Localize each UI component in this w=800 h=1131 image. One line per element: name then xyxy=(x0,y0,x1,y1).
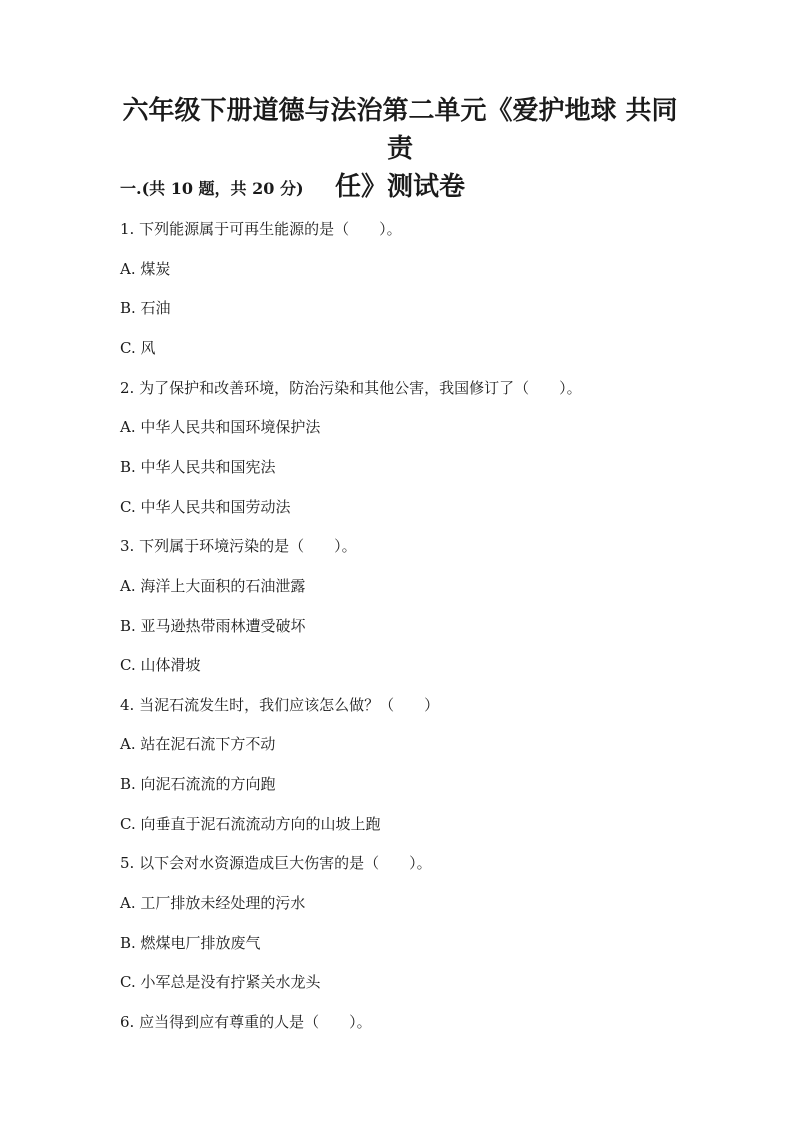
question-5-option-b: B. 燃煤电厂排放废气 xyxy=(120,934,261,952)
question-3-option-c: C. 山体滑坡 xyxy=(120,656,201,674)
title-line-2: 任》测试卷 xyxy=(334,172,465,202)
question-6-stem: 6. 应当得到应有尊重的人是（ ）。 xyxy=(120,1013,372,1031)
title-line-1: 六年级下册道德与法治第二单元《爱护地球 共同责 xyxy=(122,96,678,164)
question-5-option-a: A. 工厂排放未经处理的污水 xyxy=(120,894,306,912)
section-heading: 一.(共 10 题，共 20 分) xyxy=(120,179,304,198)
question-5-stem: 5. 以下会对水资源造成巨大伤害的是（ ）。 xyxy=(120,854,432,872)
question-2-option-c: C. 中华人民共和国劳动法 xyxy=(120,498,291,516)
question-1-option-b: B. 石油 xyxy=(120,299,171,317)
question-4-option-c: C. 向垂直于泥石流流动方向的山坡上跑 xyxy=(120,815,381,833)
question-2-stem: 2. 为了保护和改善环境，防治污染和其他公害，我国修订了（ ）。 xyxy=(120,379,582,397)
question-1-option-a: A. 煤炭 xyxy=(120,260,171,278)
question-3-option-b: B. 亚马逊热带雨林遭受破坏 xyxy=(120,617,306,635)
question-4-option-b: B. 向泥石流流的方向跑 xyxy=(120,775,276,793)
question-1-option-c: C. 风 xyxy=(120,339,156,357)
question-2-option-a: A. 中华人民共和国环境保护法 xyxy=(120,418,321,436)
question-1-stem: 1. 下列能源属于可再生能源的是（ ）。 xyxy=(120,220,402,238)
question-3-option-a: A. 海洋上大面积的石油泄露 xyxy=(120,577,306,595)
question-4-option-a: A. 站在泥石流下方不动 xyxy=(120,735,276,753)
question-5-option-c: C. 小军总是没有拧紧关水龙头 xyxy=(120,973,321,991)
question-3-stem: 3. 下列属于环境污染的是（ ）。 xyxy=(120,537,357,555)
question-2-option-b: B. 中华人民共和国宪法 xyxy=(120,458,276,476)
question-4-stem: 4. 当泥石流发生时，我们应该怎么做？（ ） xyxy=(120,696,440,714)
